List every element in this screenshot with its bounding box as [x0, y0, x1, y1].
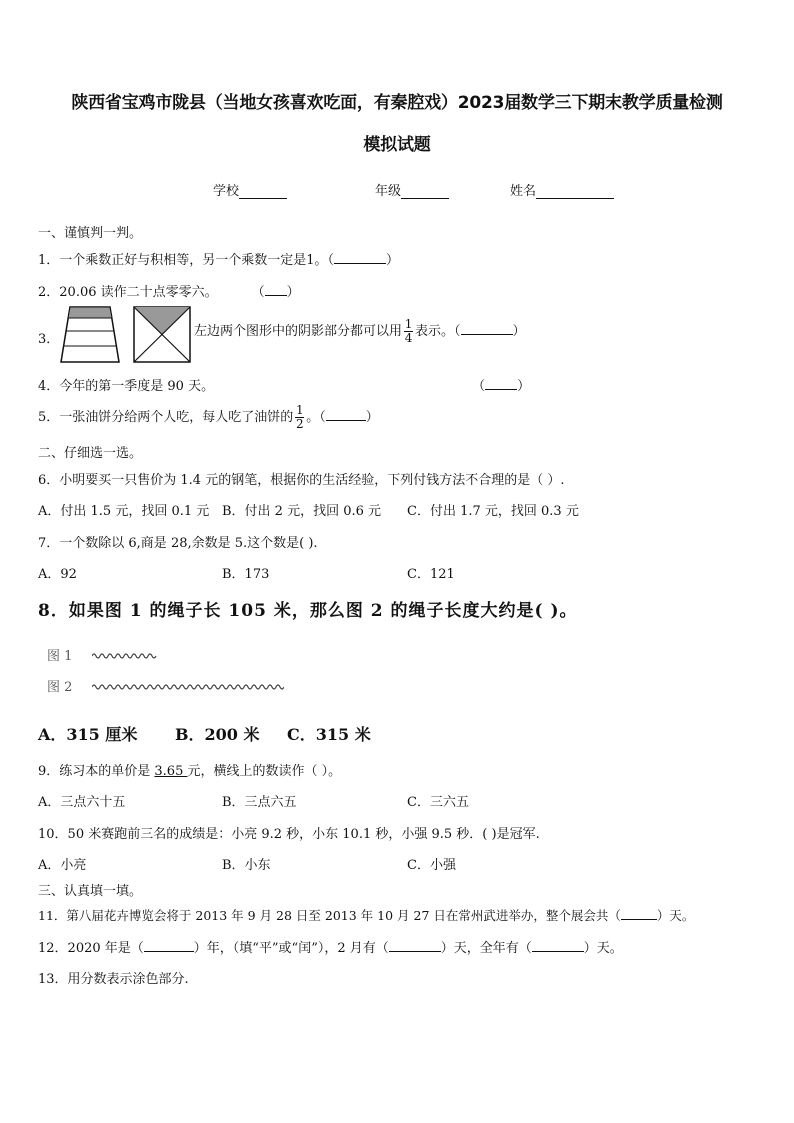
section-3-heading: 三、认真填一填。	[38, 884, 143, 899]
rope-figure-2	[92, 681, 284, 693]
q9-option-b: B．三点六五	[222, 795, 297, 810]
question-2: 2．20.06 读作二十点零零六。 （ ）	[38, 285, 300, 300]
q9-option-c: C．三六五	[407, 795, 469, 810]
page-title: 陕西省宝鸡市陇县（当地女孩喜欢吃面，有秦腔戏）2023届数学三下期末教学质量检测	[71, 93, 723, 113]
q7-option-c: C．121	[407, 567, 455, 582]
figure-1-label: 图 1	[47, 649, 73, 664]
question-9: 9．练习本的单价是 3.65 元，横线上的数读作（ ）。	[38, 764, 342, 779]
trapezoid-figure	[60, 306, 120, 363]
square-figure	[133, 306, 191, 363]
question-12: 12．2020 年是（ ）年，（填“平”或“闰”），2 月有（ ）天，全年有（ ）天。	[38, 941, 623, 956]
name-field: 姓名	[510, 180, 614, 199]
q10-option-c: C．小强	[407, 858, 456, 873]
q8-option-a: A．315 厘米	[38, 725, 138, 744]
q10-option-a: A．小亮	[38, 858, 87, 873]
q10-option-b: B．小东	[222, 858, 271, 873]
school-field: 学校	[213, 180, 287, 199]
rope-figure-1	[92, 650, 162, 662]
question-1: 1．一个乘数正好与积相等，另一个乘数一定是1。（ ）	[38, 253, 400, 268]
q8-option-b: B．200 米	[175, 725, 260, 744]
question-11: 11．第八届花卉博览会将于 2013 年 9 月 28 日至 2013 年 10 月 27 日在常州武进举办，整个展会共（ ）天。	[38, 908, 695, 923]
q8-option-c: C．315 米	[287, 725, 371, 744]
q7-option-b: B．173	[222, 567, 270, 582]
page-subtitle: 模拟试题	[363, 135, 431, 155]
figure-2-label: 图 2	[47, 680, 73, 695]
question-5: 5．一张油饼分给两个人吃，每人吃了油饼的 $\frac{1}{2}$ 。（ ）	[38, 403, 379, 431]
question-6: 6．小明要买一只售价为 1.4 元的钢笔，根据你的生活经验，下列付钱方法不合理的是（ ）.	[38, 473, 565, 488]
q6-option-c: C．付出 1.7 元，找回 0.3 元	[407, 504, 579, 519]
question-3-text: 左边两个图形中的阴影部分都可以用 $\frac{1}{4}$ 表示。（ ）	[194, 317, 526, 345]
question-13: 13．用分数表示涂色部分.	[38, 972, 189, 987]
section-2-heading: 二、仔细选一选。	[38, 446, 143, 461]
q7-option-a: A．92	[38, 567, 77, 582]
grade-field: 年级	[375, 180, 449, 199]
question-4: 4．今年的第一季度是 90 天。 （ ）	[38, 379, 531, 394]
question-8: 8．如果图 1 的绳子长 105 米，那么图 2 的绳子长度大约是( )。	[38, 601, 578, 621]
q6-option-a: A．付出 1.5 元，找回 0.1 元	[38, 504, 210, 519]
question-7: 7．一个数除以 6,商是 28,余数是 5.这个数是( ).	[38, 536, 318, 551]
q6-option-b: B．付出 2 元，找回 0.6 元	[222, 504, 382, 519]
q9-option-a: A．三点六十五	[38, 795, 126, 810]
section-1-heading: 一、谨慎判一判。	[38, 226, 143, 241]
question-3-number: 3．	[38, 332, 60, 347]
question-10: 10．50 米赛跑前三名的成绩是：小亮 9.2 秒，小东 10.1 秒，小强 9.5 秒．( )是冠军.	[38, 827, 540, 842]
